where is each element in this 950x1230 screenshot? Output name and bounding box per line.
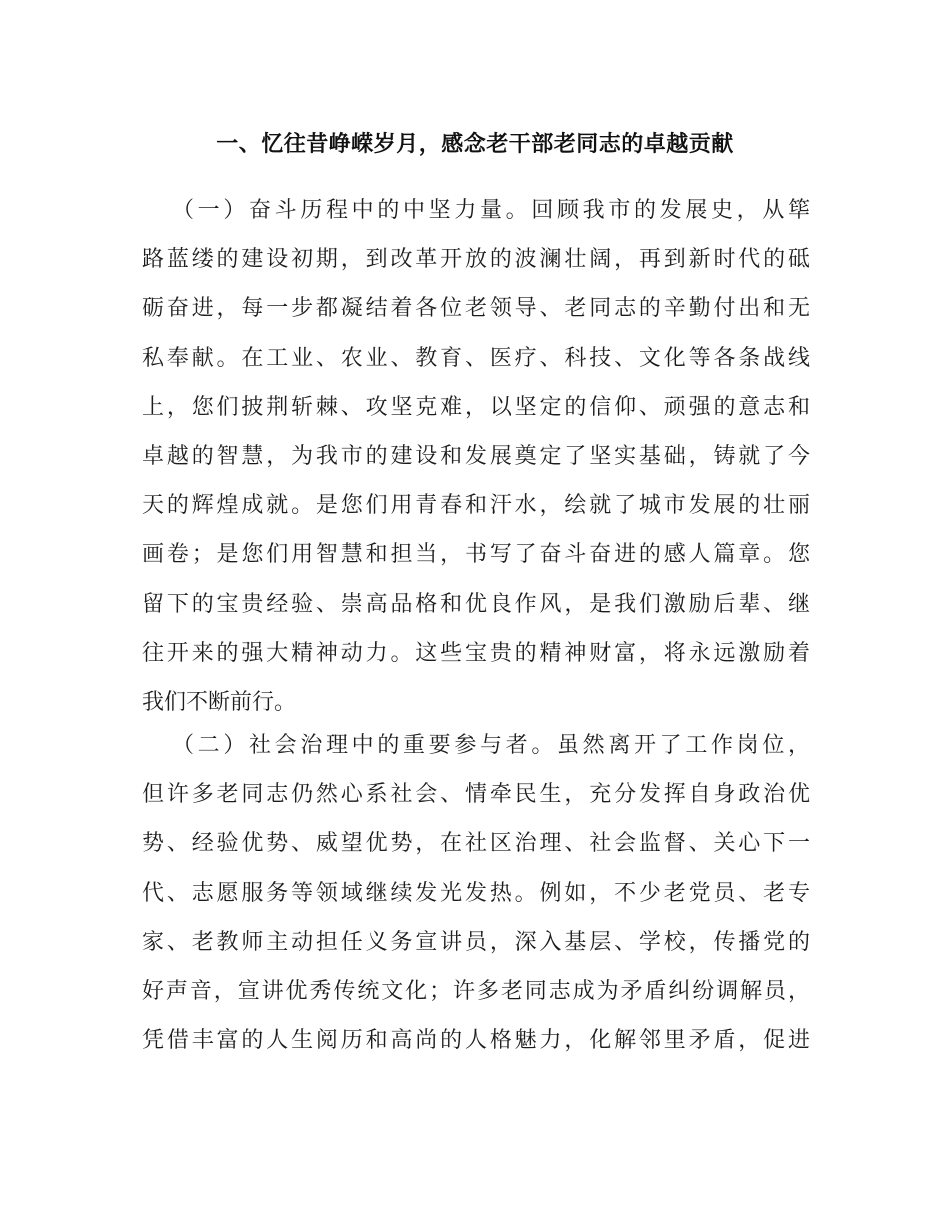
paragraph-line: 路蓝缕的建设初期，到改革开放的波澜壮阔，再到新时代的砥 <box>142 247 810 273</box>
paragraph-line: 私奉献。在工业、农业、教育、医疗、科技、文化等各条战线 <box>142 345 810 371</box>
paragraph-line: 画卷；是您们用智慧和担当，书写了奋斗奋进的感人篇章。您 <box>142 542 810 568</box>
paragraph-line: 留下的宝贵经验、崇高品格和优良作风，是我们激励后辈、继 <box>142 591 810 617</box>
paragraph-line: 砺奋进，每一步都凝结着各位老领导、老同志的辛勤付出和无 <box>142 296 810 322</box>
paragraph-2 <box>142 721 810 1065</box>
paragraph-line: 天的辉煌成就。是您们用青春和汗水，绘就了城市发展的壮丽 <box>142 493 810 519</box>
paragraph-1 <box>142 186 810 727</box>
paragraph-line: 卓越的智慧，为我市的建设和发展奠定了坚实基础，铸就了今 <box>142 443 810 469</box>
paragraph-line: 势、经验优势、威望优势，在社区治理、社会监督、关心下一 <box>142 831 810 857</box>
paragraph-line: 代、志愿服务等领域继续发光发热。例如，不少老党员、老专 <box>142 880 810 906</box>
paragraph-line: 往开来的强大精神动力。这些宝贵的精神财富，将永远激励着 <box>142 640 810 666</box>
section-heading: 一、忆往昔峥嵘岁月，感念老干部老同志的卓越贡献 <box>216 132 734 157</box>
paragraph-line: 凭借丰富的人生阅历和高尚的人格魅力，化解邻里矛盾，促进 <box>142 1028 810 1054</box>
paragraph-line: 好声音，宣讲优秀传统文化；许多老同志成为矛盾纠纷调解员， <box>142 978 810 1004</box>
paragraph-line: 家、老教师主动担任义务宣讲员，深入基层、学校，传播党的 <box>142 929 810 955</box>
paragraph-line: （一）奋斗历程中的中坚力量。回顾我市的发展史，从筚 <box>172 198 810 223</box>
paragraph-line: （二）社会治理中的重要参与者。虽然离开了工作岗位， <box>172 733 810 758</box>
paragraph-line: 但许多老同志仍然心系社会、情牵民生，充分发挥自身政治优 <box>142 782 810 808</box>
paragraph-line: 我们不断前行。 <box>142 689 297 715</box>
paragraph-line: 上，您们披荆斩棘、攻坚克难，以坚定的信仰、顽强的意志和 <box>142 394 810 420</box>
